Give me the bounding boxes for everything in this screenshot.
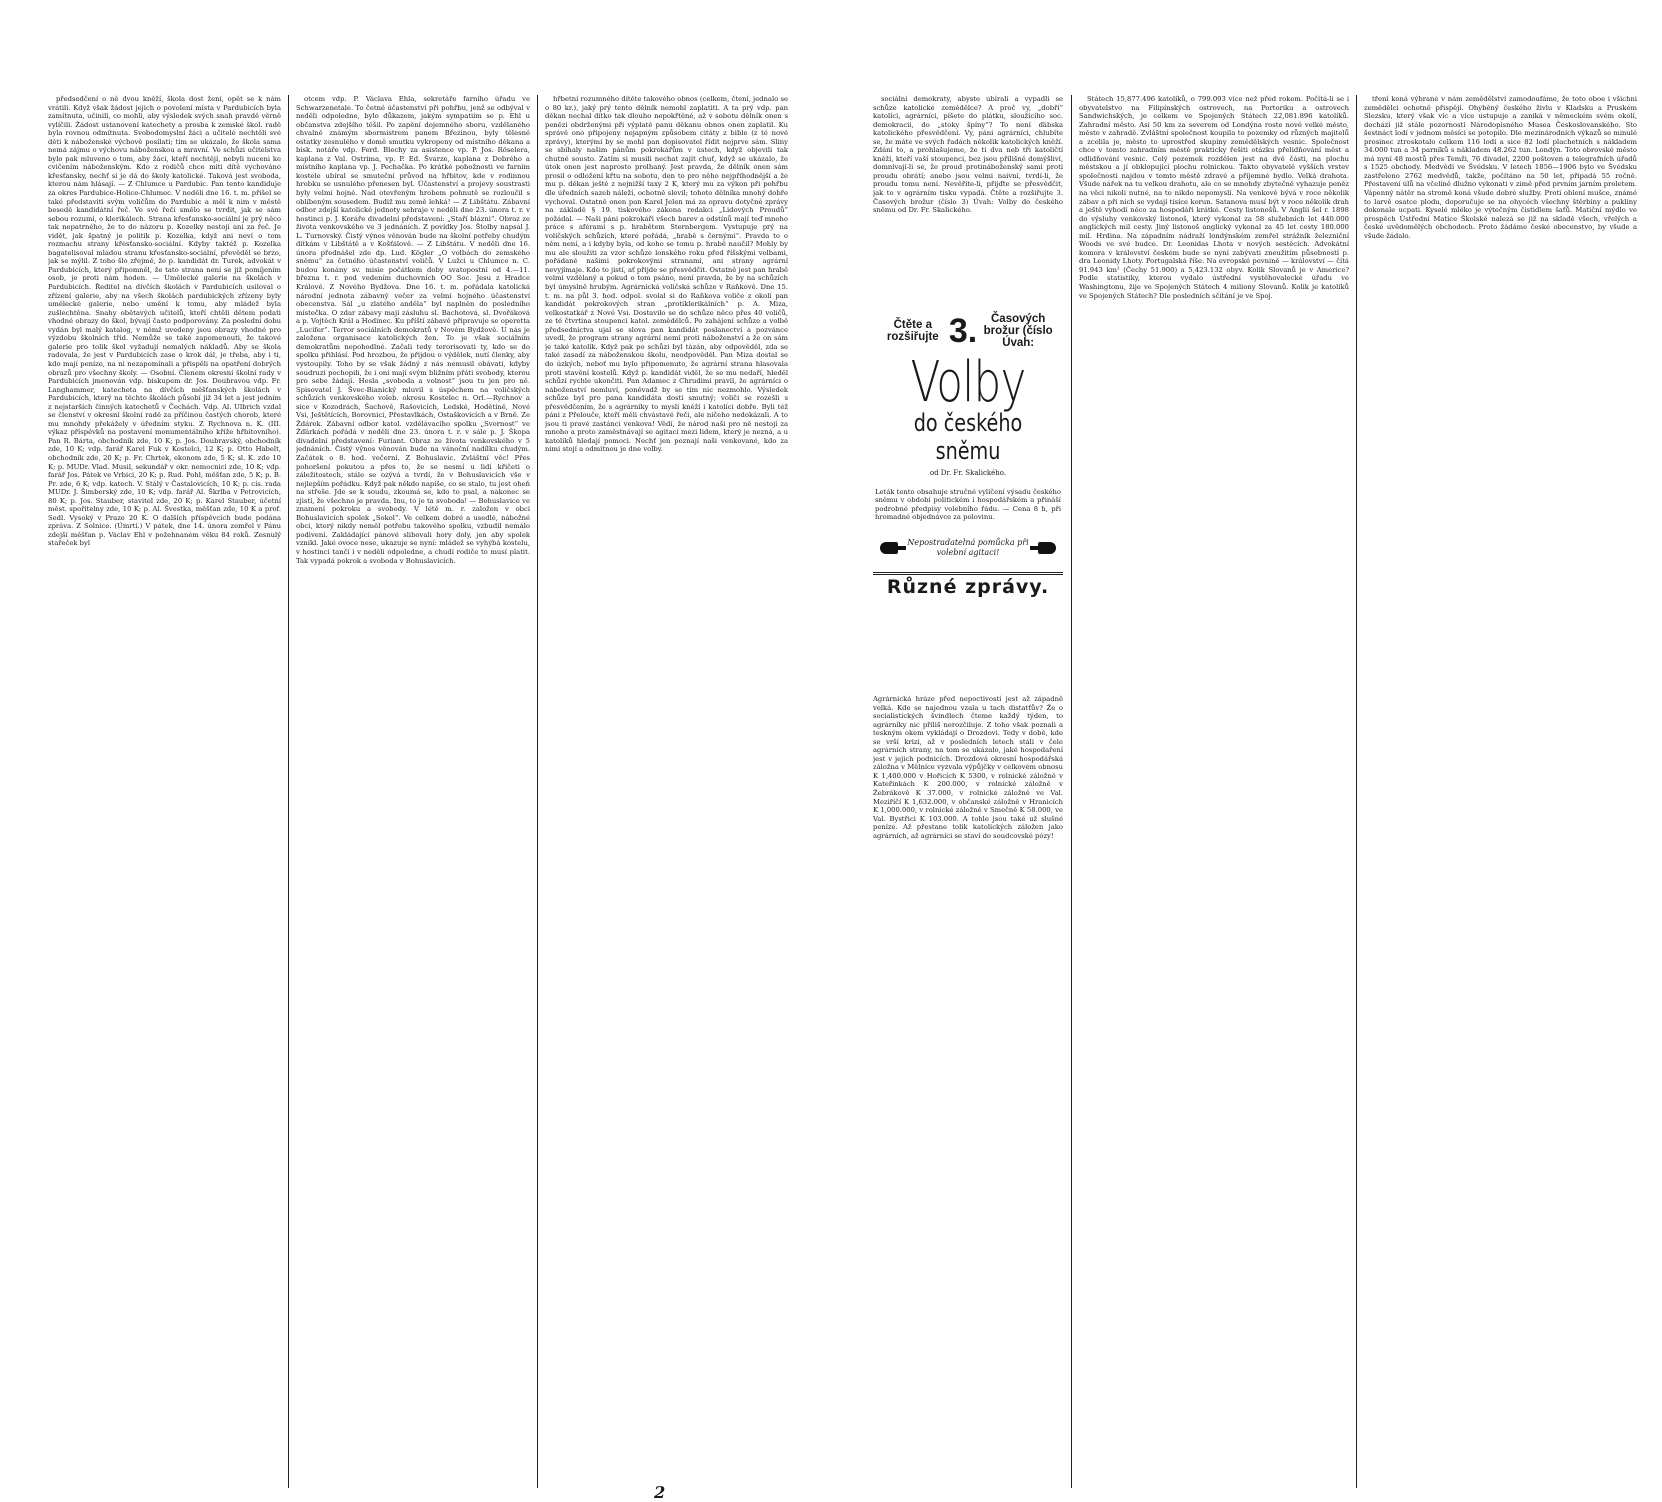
column-rule — [1356, 95, 1357, 1488]
right-page-column-1 — [873, 95, 1063, 1488]
pointing-hand-icon — [1038, 542, 1056, 554]
advert-header-right-wrap — [983, 313, 1053, 349]
section-title: Různé zprávy. — [886, 575, 1050, 598]
advert-header-right: Časových brožur (číslo — [983, 313, 1053, 337]
column-text: otcem vdp. P. Václava Ehla, sekretáře farního úřadu ve Schwarzenetale. To četné účastenství při pohřbu, jenž se odbýval v neděli odpoledne, bylo důkazem, jakým sympatiím se p. Ehl u občanstva zdejšího těšil. Po zapění dojemného sboru, vzdělaného chvalně známým sbormistrem panem Březinou, byly tělesné ostatky zesnulého v domě smutku vykropeny od místního děkana a bisk. notáře vdp. Ferd. Blechy za asistence vp. P. Jos. Röselera, kaplana z Val. Ostrima, vp. P. Ed. Švarze, kaplana z Dobrého a místního kaplana vp. J. Pechačka. Po krátké pobožnosti ve farním kostele ubíral se smuteční průvod na hřbitov, kde v rodinnou hrobku se usnulého přenesen byl. Účastenství a projevy soustrasti byly velmi hojné. Nad otevřeným hrobem pohnutě se rozloučil s oblíbeným sousedem. Budiž mu země lehká! — Z Libštátu. Zábavní odbor zdejší katolické jednoty sehraje v neděli dne 23. února t. r. v hostinci p. J. Koráře divadelní představení: „Staří blázni“. Obraz ze života venkovského ve 3 jednáních. Z povídky Jos. Štolby napsal J. L. Turnovský. Čistý výnos věnován bude na školní potřeby chudým dítkám v Libštátě a v Košťálově. — Z Libštátu. V neděli dne 16. února přednášel zde dp. Lud. Kögler „O volbách do zemského sněmu“ za četného účastenství voličů. V Lužci u Chlumce n. C. budou konány sv. misie počátkem doby svatopostní od 4.—11. března t. r. pod vedením duchovních OO Soc. Jesu z Hradce Králové. Z Nového Bydžova. Dne 16. t. m. pořádala katolická národní jednota zábavný večer za velmi hojného účastenství obecenstva. Sál „u zlatého anděla“ byl naplněn do posledního místečka. O zdar zábavy mají zásluhu sl. Bachotová, sl. Dvořáková a p. Vojtěch Král a Hodinec. Ku příští zábavě připravuje se operetta „Lucifer“. Terror sociálních demokratů v Novém Bydžově. U nás je založena organisace katolických žen. To je však sociálním demokratům nepohodlné. Začali tedy terorisovati ty, kdo se do spolku přihlásí. Pod hrozbou, že přijdou o výdělek, nutí členky, aby vystoupily. Toho by se však žádný z nás nemusil obávati, kdyby soudruzi pochopili, že i oni mají svým bližním přáti svobody, kterou pro sebe žádají. Hesla „svoboda a volnost“ jsou tu jen pro ně. Spisovatel J. Švec-Bianický mluvil s úspěchem na voličských schůzích venkovského voleb. okresu Kostelec n. Orl.—Rychnov a sice v Kozodrách, Šachově, Rašovicích, Ledské, Hodětíně, Nové Vsi, Ještětících, Borovnici, Přestavlkách, Ostaškovicích a v Brně. Ze Ždárek. Zábavní odbor katol. vzdělávacího spolku „Svornost“ ve Žďárkách pořádá v neděli dne 23. února t. r. v sále p. J. Škopa divadelní představení: Furiant. Obraz ze života venkovského v 5 jednáních. Čistý výnos věnován bude na vánoční nadílku chudým. Začátek o 8. hod. večerní. Z Bohuslavic. Zvláštní věc! Přes pohoršení pokutou a přes to, že se nesmí u lidí křičeti o záležitostech, stále se ozývá a tvrdí, že v Bohuslavicích vše v nejlepším pořádku. Když pak někdo napíše, co se stalo, tu jest oheň na střeše. Jde se k soudu, zkoumá se, kdo to psal, a nakonec se zjistí, že všechno je pravda. Inu, to je ta svoboda! — Bohuslavice ve znamení pokroku a svobody. V létě m. r. založen v obci Bohuslavicích spolek „Sokol“. Ve celkem dobré a usedlé, nábožné obci, který nikdy neměl potřebu takového spolku, vzbudil nemálo podivení. Zakládající pánové slibovali hory doly, jen aby spolek vznikl. Jaké ovoce nese, ukazuje se nyní: mládež se vyhýbá kostelu, v hostinci tančí i v neděli odpoledne, a chudí rodiče to musí platit. Tak vypadá pokrok a svoboda v Bohuslavicích. — [296, 95, 530, 565]
column-rule — [288, 95, 289, 1488]
column-text: Státech 15,877.496 katolíků, o 799.093 více než před rokem. Počítá-li se i obyvatelstvo na Filipínských ostrovech, na Portoriku a ostrovech Sandwichských, je celkem ve Spojených Státech 22,081.896 katolíků. Zahradní město. Asi 50 km za severem od Londýna roste nové velké město, město v zahradě. Zvláštní společnost koupila to pozemky od různých majitelů a zcelila je, město to uprostřed skupiny zemědělských vesnic. Společnost chce v tomto zahradním městě prakticky řešiti otázku přelidňování měst a odlidňování vesnic. Celý pozemek rozdělen jest na dvě části, na plochu městskou a jí obklopující plochu rolnickou. Takto obyvatelé vyšších vrstev společnosti najdou v tomto městě zdravé a příjemné bydlo. Velká drahota. Všude nářek na tu velkou drahotu, ale co se mnohdy zbytečně vyhazuje peněz na věci nikoli nutné, na to nikdo nepomyslí. Na venkově bývá v roce několik zábav a při nich se vydají tisíce korun. Satanova musí být v roce několik drah a ještě vyhodí něco za hospodáři krátké. Cesty listonošů. V Anglii šel r. 1898 do výsluhy venkovský listonoš, který vykonal za 58 služebních let 440.000 anglických mil cesty. Jiný listonoš anglický vykonal za 45 let cesty 180.000 mil. Hrdina. Na západním nádraží londýnském zemřel strážník železniční Woods ve své budce. Dr. Leonidas Lhota v nových sestěcích. Advokátní komora v království českém bude se nyní zabývati zneužitím působností p. dra Leonidy Lhoty. Portugalská říše. Na evropské pevnině — království — čítá 91.943 km² (Čechy 51.900) a 5,423.132 obyv. Kolik Slovanů je v Americe? Podle statistiky, kterou vydalo ústřední vystěhovalecké úřadu ve Washingtonu, žije ve Spojených Státech 4 miliony Slovanů. Kolik je katolíků ve Spojených Státech? Dle posledních sčítání je ve Spoj. — [1079, 95, 1349, 300]
column-rule — [1071, 95, 1072, 1488]
advert-band-text: Nepostradatelná pomůcka při volební agitaci! — [907, 537, 1029, 557]
column-text: tření koná výbrané v nám zemědělství zamodoufáme, že toto oboe i všichni zemědělci ochotně přispějí. Ohyběný českého živlu v Kladsku a Pruském Slezsku, který však víc a více ustupuje a zaniká v německém svém okolí, dochází již stále pozorností Národopisného Musea Českoslovanského. Sto šestnáct lodí v jednom měsíci se potopilo. Dle mezinárodních výkazů se minulé prosinec ztroskotalo celkem 116 lodí a sice 82 lodí plachetních s nákladem 34.000 tun a 34 parníků s nákladem 48.262 tun. Londýn. Toto obrovské město má nyní 48 mostů přes Temži, 76 divadel, 2200 poštoven a telegrafních úřadů s 1525 obchody. Medvědi ve Švédsku. V letech 1856—1906 bylo ve Švédsku zastřeleno 2762 medvědů, takže, počítáno na 50 let, připadá 55 ročně. Přestavení úlů na včelíně dlužno vykonati v zimě před prvním jarním proletem. Vápenný nátěr na stromě koná všude dobré služby. Proti oblení mušce, známé to larvě osatce plodu, doporučuje se na ohycéch všechny štěrbiny a pukliny dokonale ucpati. Kyselé mléko je výtečným čistidlem šaťů. Matiční mýdlo ve prospěch Ústřední Matice Školské nalezá se již na skladě všech, vřelých a české uvědomělých obchodech. Proto žádáme české obecenstvo, by všude a všude žádalo. — [1364, 95, 1637, 240]
column-text: hřbetní rozumného dítěte takového obnos (celkem, čtení, jednalo se o 80 kr.), jaký prý tento dělník nemohl zaplatiti. A ta prý vdp. pan děkan nechal dítko tak dlouho nepokřtěné, až v sobotu dělník onen s penězi obdrženými při výplatě panu děkanu obnos onen zaplatil. Ku správě ono připojeny nejapným způsobem citáty z bible (z té nové zprávy), kterými by se mohl pan dopisovatel řídit nejprve sám. Sliny se sbíhaly našim pánům pokrokářům v ústech, když objevili tak chutné sousto. Zatím si musili nechat zajít chuť, když se ukázalo, že útok onen jest naprosto prolhaný. Jest pravda, že dělník onen sám prosil o odložení křtu na sobotu, den to pro něho nejpříhodnější a že mu p. děkan ještě z nejnižší taxy 2 K, který mu za výkon při pohřbu dle úředních sazeb náleží, ochotně slevil; tohoto dělníka mnohý dobře vychoval. Ostatně onen pan Karel Jelen má za opravu dotyčné zprávy na základě § 19. tiskového zákona redakci „Lidových Proudů“ požádal. — Naši páni pokrokáři všech barev a odstínů mají teď mnoho práce s aférami s p. hrabětem Sternbergem. Vystupuje prý na voličských schůzích, které pořádá, „hrabě s černými“. Pravda to o něm není, a i kdyby byla, od koho se tomu p. hrabě naučil? Mohly by mu ale sloužiti za vzor schůze lonského roku před říšskými volbami, pořádané našimi pokrokovými stranami, ani strany agrární nevyjímaje. Kdo to jistí, ať přijde se přesvědčit. Ostatně jest pan hrabě velmi vzdělaný a pokud o tom psáno, není pravda, že by na schůzích byl úmyslně hrubým. Agrárnická voličská schůze v Raňkově. Dne 15. t. m. na půl 3. hod. odpol. svolal si do Raňkova voliče z okolí pan kandidát pokrokových stran „protiklerikálních“ p. A. Miza, velkostatkář z Nové Vsi. Dostavilo se do schůze něco přes 40 voličů, ze té čtvrtina stoupenci katol. zemědělců. Po zahájení schůze a volbě předsednictva ujal se slova pan kandidát poslanectví a pozvánce uvedl, že program strany agrární nemí proti náboženství a že on sám je také katolík. Když pak po schůzi byl tázán, aby odpověděl, zda se také zasadí za náboženskou školu, neodpověděl. Pan Miza dostal se do úzkých, neboť mu bylo připomenuto, že agrární strana hlasovala proti stavění kostelů. Když p. kandidát viděl, že se mu nedaří, hleděl schůzi rychle ukončiti. Pan Adamec z Chrudimi pravil, že agrárníci o náboženství nemluví, poněvadž by se tím nic nezmohlo. Výsledek schůze byl pro pana kandidáta dosti smutný; voliči se rozešli s přesvědčením, že s agrárníky to myslí kněží i katolíci dobře. Byli též páni z Přelouče, kteří měli chvástavé řeči, ale ničeho nedokázali. A to jsou ti pravé zastánci venkova! Vědí, že národ naši pro ně nestojí za mnoho a proto zaměstnávají se agitací mezi lidem, který je nezná, a u katolíků hledají pomoci. Nechť jen poznají naši venkované, kdo za nimi stojí a odmítnou je dne volby. — [545, 95, 788, 454]
right-page-column-3 — [1364, 95, 1637, 1488]
left-newspaper-page — [48, 95, 788, 1500]
page-number: 2 — [651, 1483, 668, 1502]
column-rule — [537, 95, 538, 1488]
section-text: Agrárnická hráze před nepoctivostí jest až západně velká. Kde se najednou vzala u tach distatťův? Že o socialistických švindlech čteme každý týden, to agrárníky nic příliš nerozčiluje. Z toho však poznali a teskným okem vykládají o Drozdovi. Tedy v době, kde se vrší krizi, až v posledních letech stáli v čele agrárních strany, na tom se ukázalo, jaké hospodaření jest v jejich podnicích. Drozdová okresní hospodářská záložna v Mělníce vyzvala výpůjčky v celkovém obnosu K 1,400.000 v Hořicích K 5300, v rolnické záložně v Kateřinkách K 200.000, v rolnické záložně v Žebrákově K 37.000, v rolnické záložně ve Val. Meziříčí K 1,632.000, v občanské záložně v Hranicích K 1,000.000, v rolnické záložně v Smečně K 58.000, ve Val. Bystřici K 103.000. A tohle jsou také už slušné peníze. Až přestane tolik katolických záložen jako agrárních, až agrárníci se staví do soudcovské pózy! — [873, 695, 1063, 840]
advert-number: 3. — [948, 312, 978, 350]
pointing-hand-icon — [880, 542, 898, 554]
left-page-column-2 — [296, 95, 530, 1488]
advert-author: od Dr. Fr. Skalického. — [929, 469, 1007, 477]
advert-header-right-2: Úvah: — [1002, 337, 1035, 349]
advert-band — [880, 534, 1056, 562]
advert-body: Leták tento obsahuje stručné vylíčení výsadu českého sněmu v období politickém i hospodářském a přináší podrobné předpisy volebního řádu. — Cena 8 h, při hromadné objednávce za polovinu. — [875, 487, 1061, 522]
advert-header-left: Čtěte a rozšiřujte — [886, 319, 939, 343]
column-text: předsedčení o ně dvou kněží, škola dost žení, opět se k nám vrátili. Když však žádost jejich o povolení místa v Pardubicích byla zamítnuta, učinili, co mohli, aby výsledek svých snah pravdě věrně vylíčili. Žádost ustanovení katechety a prosba k zemské škol. radě byla rovnou odmítnuta. Svobodomyslní žáci a učitelé nechtěli své děti k náboženské výchově posílati; tím se ukázalo, že škola sama nemá zájmu o výchovu náboženskou a mravní. Ve schůzi učitelstva bylo pak mluveno o tom, aby žáci, kteří nechtějí, nebyli nuceni ke cvičením náboženským. Kdo z rodičů chce míti dítě vychováno křesťansky, nechť si je dá do školy katolické. Taková jest svoboda, kterou nám hlásají. — Z Chlumce u Pardubic. Pan tento kandiduje za okres Pardubice-Holice-Chlumec. V neděli dne 16. t. m. přišel se také představiti svým voličům do Pardubic a měl k nim v městě besedě kandidátní řeč. Ve své řeči smělo se tvrdit, jak se sám sebou rozumí, o klerikálech. Strana křesťansko-sociální je prý něco tak nepatrného, že to do názoru p. Kozelky nestojí ani za řeč. Je vidět, jak špatný je politik p. Kozelka, když ani neví o tom rozmachu strany křesťansko-sociální. Kdyby taktéž p. Kozelka bagatelisoval mladou stranu křesťansko-sociální, převěděl se brzo, jak se mýlil. Z toho šlo zřejmě, že p. kandidát dr. Turek, advokát v Pardubicích, který připomněl, že tato strana není se již pomíjením osob, je proti nám hoden. — Umělecké galerie na školách v Pardubicích. Ředitel na dívčích školách v Pardubicích usiloval o zřízení galerie, aby na všech školách pardubických zřízeny byly umělecké galerie, nebo umění k tomu, aby mládež byla zušlechtěna. Snahy obětavých učitelů, kteří chtěli dětem podati vhodné obrazy do škol, bývají často podporovány. Za poslední dobu vydán byl malý katalog, v němž uvedeny jsou obrazy vhodné pro výzdobu školních tříd. Nemůže se také zapomenouti, že takové galerie pro tolik škol vyžadují nemalých nákladů. Aby se škola radovala, že jest v Pardubicích zase o krok dál, je třeba, aby i ti, kdo mají peníze, na ni nezapomínali a přispěli na opatření dobrých obrazů pro všechny školy. — Osobní. Členem okresní školní rady v Pardubicích jmenován vdp. biskupem dr. Jos. Doubravou vdp. Fr. Langhammer, katecheta na dívčích měšťanských školách v Pardubicích, který na těchto školách působí již 34 let a jest jedním z nejstarších činných katechetů v Čechách. Vdp. Al. Ulbrich vzdal se členství v okresní školní radě za příčinou častých chorob, které mu mnohdy překážely v úředním styku. Z Rychnova n. K. (III. výkaz příspěvků na postavení monumentálního kříže hřbitovního). Pan R. Bárta, obchodník zde, 10 K; p. Jos. Doubravský, obchodník zde, 10 K; vdp. farář Karel Fuk v Kostelci, 12 K; p. Otto Habelt, obchodník zde, 20 K; p. Fr. Chrtek, ekonom zde, 5 K; sl. K. zde 10 K; p. MUDr. Vlad. Musil, sekundář v okr. nemocnici zde, 10 K; vdp. farář Jos. Pátek ve Vrbici, 20 K; p. Rud. Pohl, měšťan zde, 5 K; p. B. Pr. zde, 6 K; vdp. katech. V. Stálý v Častalovicích, 10 K; p. cís. rada MUDr. J. Šimberský zde, 10 K; vdp. farář Al. Škrlba v Petrovicích, 80 K; p. Jos. Stauber, stavitel zde, 20 K; p. Karel Stauber, účetní měst. spořitelny zde, 10 K; p. Al. Švestka, měšťan zde, 10 K a prof. Sedl. Vysoký v Praze 20 K. O dalších příspěvcích bude podána zpráva. Z Solnice. (Úmrtí.) V pátek, dne 14. února zemřel v Pánu zdejší měšťan p. Václav Ehl v požehnaném věku 84 roků. Zesnulý stařeček byl — [48, 95, 281, 548]
column-text: sociální demokraty, abyste ubírali a vypadli se schůze katolické zemědělce? A proč vy, „dobří“ katolíci, agrárníci, píšete do plátku, sloužícího soc. demokracii, do „stoky špíny“? To není ďábska katolického přesvědčení. Vy, páni agrárníci, chlubíte se, že máte ve svých řadách několik katolických kněží. Zdání to, a prohlašujeme, že ti dva neb tři katoličtí kněží, kteří vaší stoupenci, bez jsou přílišně domýšliví, domnívají-li se, že proud protináboženský sami proti proudu obrátí; anebo jsou velmi naivní, tvrdí-li, že proudu tomu není. Nevěříte-li, přijďte se přesvědčit, jak to v agrárním tisku vypadá. Čtěte a rozšiřujte 3. Časových brožur (číslo 3) Úvah: Volby do českého sněmu od Dr. Fr. Skalického. — [873, 95, 1063, 215]
advert-title: Volby — [910, 350, 1026, 415]
right-newspaper-page — [873, 95, 1637, 1500]
right-page-column-2 — [1079, 95, 1349, 1488]
advert-header — [873, 313, 1063, 349]
advert-subtitle: do českého sněmu — [913, 409, 1023, 465]
left-page-column-1 — [48, 95, 281, 1488]
section-divider — [873, 572, 1063, 575]
brochure-advertisement — [873, 307, 1063, 687]
left-page-column-3 — [545, 95, 788, 1488]
